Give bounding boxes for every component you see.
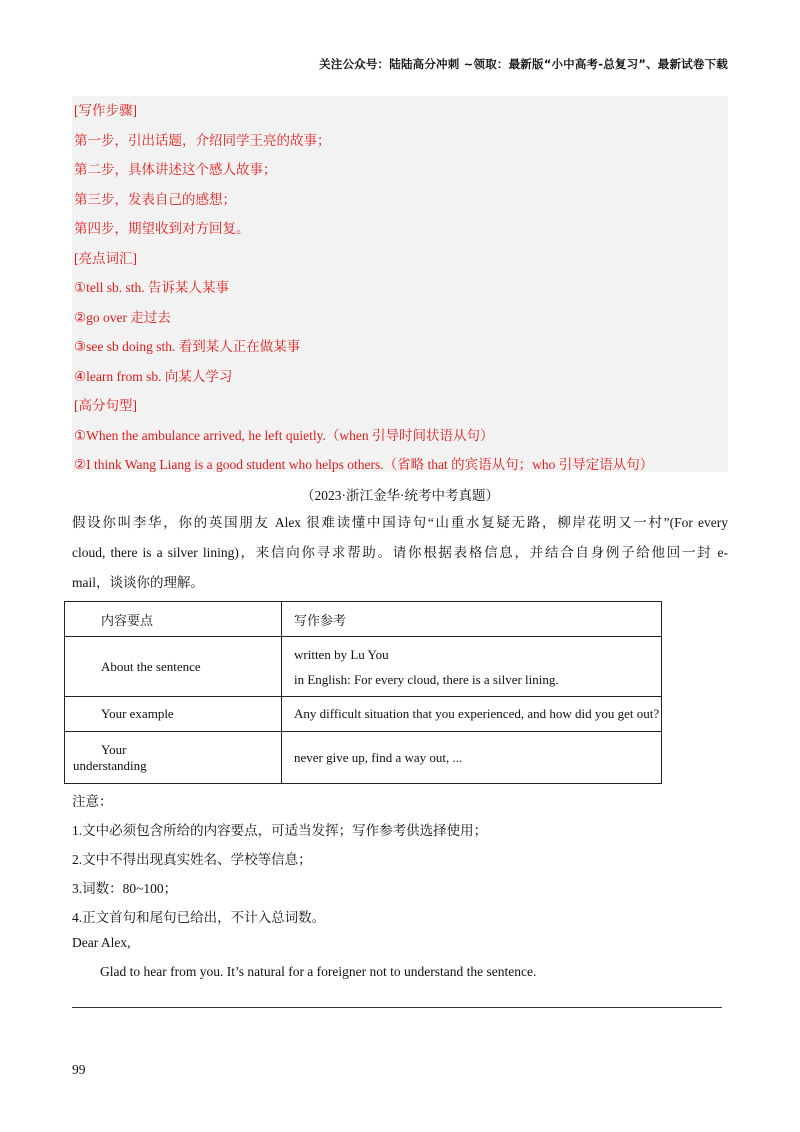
note-item: 3.词数：80~100； [72,881,178,896]
sentence-line: ①When the ambulance arrived, he left quietly.（when 引导时间状语从句） [74,428,494,443]
reference-line: written by Lu You [294,646,389,662]
step-line: 第二步，具体讲述这个感人故事； [74,162,277,177]
table-cell-reference: never give up, find a way out, ... [282,732,662,784]
page-header: 关注公众号：陆陆高分冲刺 ~领取：最新版“小中高考-总复习”、最新试卷下载 [319,57,728,71]
table-cell-point [65,732,282,784]
vocab-line: ①tell sb. sth. 告诉某人某事 [74,280,229,295]
notes-heading: 注意： [72,794,113,809]
note-item: 1.文中必须包含所给的内容要点，可适当发挥；写作参考供选择使用； [72,823,488,838]
table-row [65,697,662,732]
table-cell-point: Your example [65,697,282,732]
note-item: 2.文中不得出现真实姓名、学校等信息； [72,852,312,867]
point-line: understanding [73,757,147,773]
reference-line: in English: For every cloud, there is a silver lining. [294,671,559,687]
step-line: 第四步，期望收到对方回复。 [74,221,250,236]
point-line: Your [101,741,127,757]
sentences-heading: [高分句型] [74,398,137,413]
requirements-table [64,601,662,784]
prompt-line: 假设你叫李华，你的英国朋友 Alex 很难读懂中国诗句“山重水复疑无路，柳岸花明又一村”(For every [72,515,728,530]
table-cell-reference [282,637,662,697]
step-line: 第三步，发表自己的感想； [74,192,236,207]
table-row [65,637,662,697]
steps-heading: [写作步骤] [74,103,137,118]
table-header-cell: 写作参考 [282,602,662,637]
vocab-line: ②go over 走过去 [74,310,171,325]
table-header-cell: 内容要点 [65,602,282,637]
vocab-line: ③see sb doing sth. 看到某人正在做某事 [74,339,301,354]
letter-salutation: Dear Alex, [72,935,131,950]
table-row [65,732,662,784]
prompt-line: mail，谈谈你的理解。 [72,575,204,590]
prompt-line: cloud, there is a silver lining)，来信向你寻求帮助。请你根据表格信息，并结合自身例子给他回一封 e- [72,545,728,560]
question-source: （2023·浙江金华·统考中考真题） [301,488,499,503]
vocab-heading: [亮点词汇] [74,251,137,266]
page-number: 99 [72,1062,86,1077]
table-header-row [65,602,662,637]
answer-line [72,1007,722,1008]
table-cell-point: About the sentence [65,637,282,697]
table-cell-reference: Any difficult situation that you experienced, and how did you get out? [282,697,662,732]
note-item: 4.正文首句和尾句已给出，不计入总词数。 [72,910,326,925]
vocab-line: ④learn from sb. 向某人学习 [74,369,233,384]
sentence-line: ②I think Wang Liang is a good student who helps others.（省略 that 的宾语从句；who 引导定语从句） [74,457,654,472]
step-line: 第一步，引出话题，介绍同学王亮的故事； [74,133,331,148]
letter-opening: Glad to hear from you. It’s natural for a foreigner not to understand the sentence. [100,964,537,979]
